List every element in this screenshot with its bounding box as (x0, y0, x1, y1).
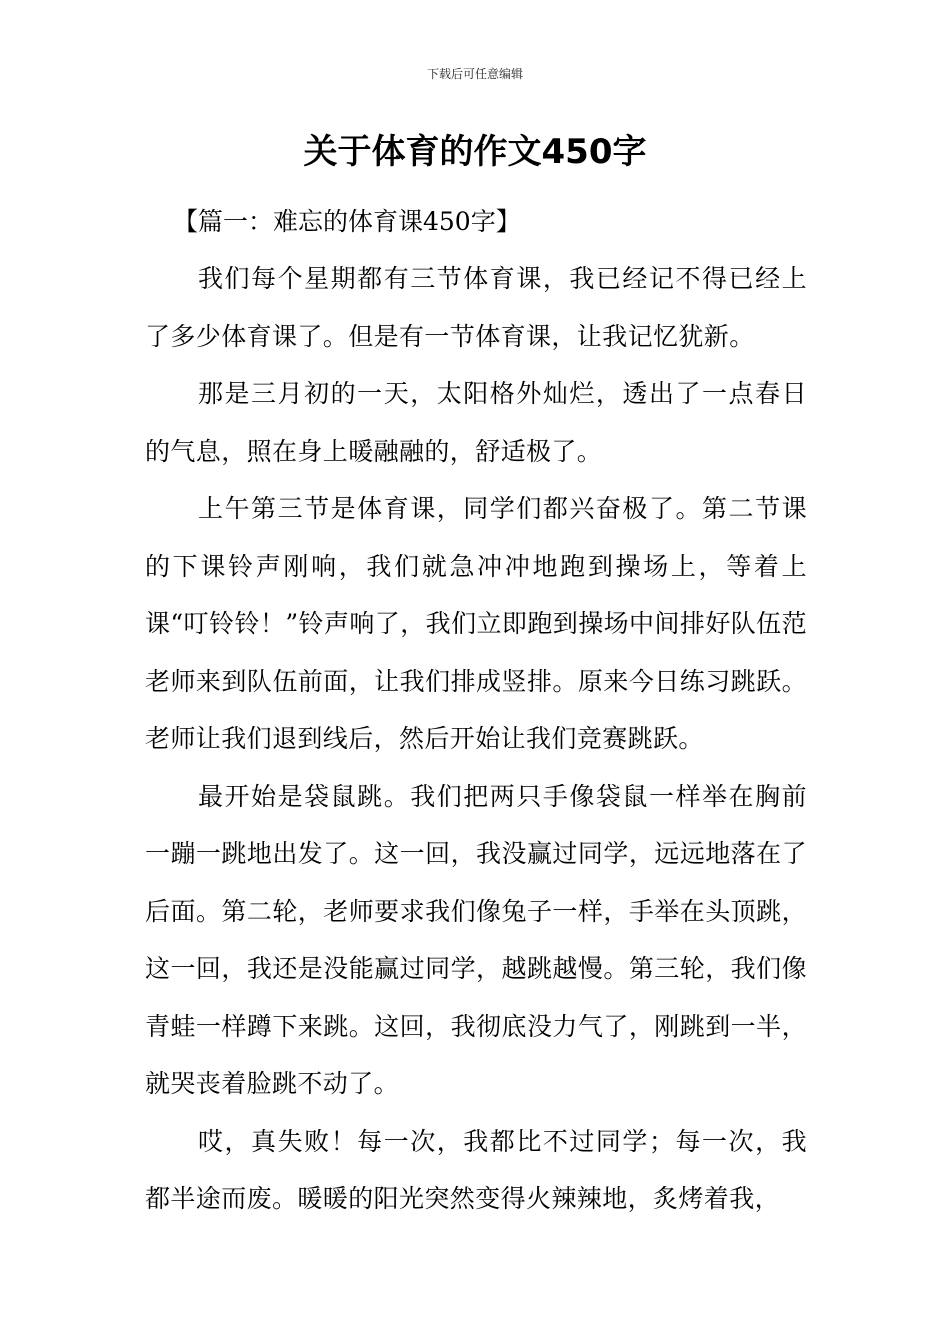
paragraph-1: 我们每个星期都有三节体育课，我已经记不得已经上了多少体育课了。但是有一节体育课，让我记忆犹新。 (145, 264, 807, 351)
paragraph-5: 哎，真失败！每一次，我都比不过同学；每一次，我都半途而废。暖暖的阳光突然变得火辣辣地，炙烤着我， (145, 1126, 807, 1213)
section-heading: 【篇一：难忘的体育课450字】 (173, 207, 521, 236)
document-title: 关于体育的作文450字 (303, 132, 647, 172)
paragraph-3: 上午第三节是体育课，同学们都兴奋极了。第二节课的下课铃声刚响，我们就急冲冲地跑到操场上，等着上课“叮铃铃！”铃声响了，我们立即跑到操场中间排好队伍范老师来到队伍前面，让我们排成竖排。原来今日练习跳跃。老师让我们退到线后，然后开始让我们竞赛跳跃。 (145, 494, 807, 753)
paragraph-4: 最开始是袋鼠跳。我们把两只手像袋鼠一样举在胸前一蹦一跳地出发了。这一回，我没赢过同学，远远地落在了后面。第二轮，老师要求我们像兔子一样，手举在头顶跳，这一回，我还是没能赢过同学，越跳越慢。第三轮，我们像青蛙一样蹲下来跳。这回，我彻底没力气了，刚跳到一半，就哭丧着脸跳不动了。 (145, 781, 807, 1098)
document-body (145, 250, 807, 1228)
paragraph-2: 那是三月初的一天，太阳格外灿烂，透出了一点春日的气息，照在身上暖融融的，舒适极了。 (145, 379, 807, 466)
header-note: 下载后可任意编辑 (426, 67, 523, 81)
